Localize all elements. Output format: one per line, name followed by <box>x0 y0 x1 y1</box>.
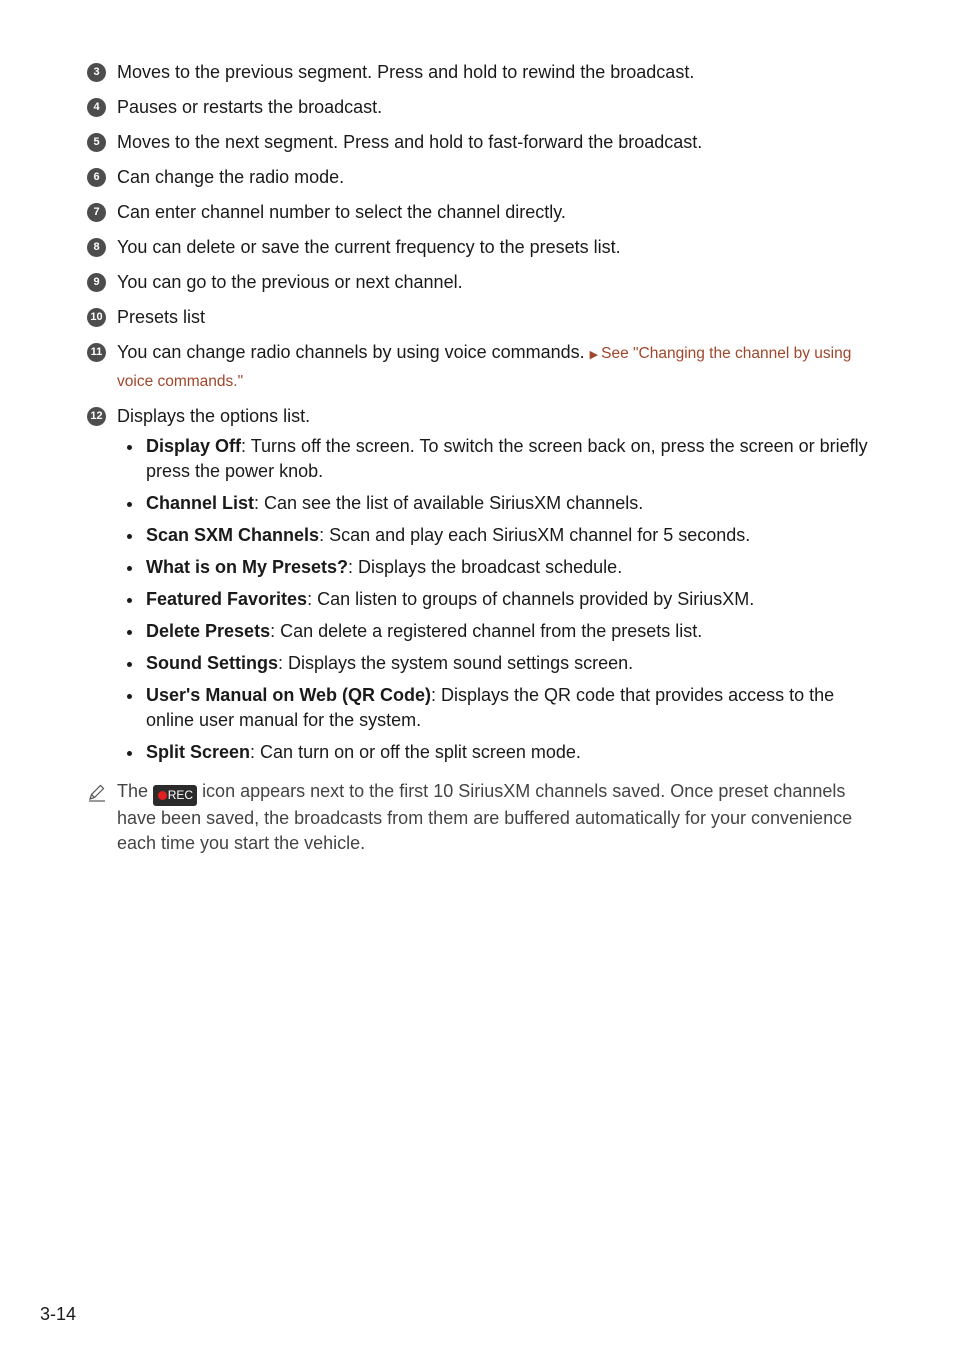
option-term: Display Off <box>146 436 242 456</box>
list-item <box>87 340 887 394</box>
number-badge: 4 <box>87 98 106 117</box>
note-text-after: icon appears next to the first 10 SiriusXM channels saved. Once preset channels have been saved, the broadcasts from them are buffered automatically for your convenience each time you start the vehicle. <box>117 781 853 853</box>
number-badge: 6 <box>87 168 106 187</box>
option-term: What is on My Presets? <box>146 557 349 577</box>
triangle-right-icon: ▶ <box>589 349 599 361</box>
rec-icon <box>153 785 197 806</box>
option-desc: : Turns off the screen. To switch the screen back on, press the screen or briefly press the power knob. <box>146 436 868 481</box>
option-item <box>117 434 887 484</box>
item-text: Pauses or restarts the broadcast. <box>117 97 383 117</box>
option-desc: : Can delete a registered channel from the presets list. <box>270 621 703 641</box>
number-badge: 3 <box>87 63 106 82</box>
item-text: Moves to the previous segment. Press and hold to rewind the broadcast. <box>117 62 695 82</box>
number-badge: 5 <box>87 133 106 152</box>
number-badge: 8 <box>87 238 106 257</box>
item-text: Displays the options list. <box>117 406 311 426</box>
number-badge: 12 <box>87 407 106 426</box>
option-desc: : Can see the list of available SiriusXM channels. <box>254 493 644 513</box>
option-desc: : Scan and play each SiriusXM channel for 5 seconds. <box>319 525 751 545</box>
list-item <box>87 235 887 260</box>
item-text: Presets list <box>117 307 206 327</box>
list-item <box>87 95 887 120</box>
option-desc: : Displays the broadcast schedule. <box>348 557 623 577</box>
option-term: Delete Presets <box>146 621 271 641</box>
option-term: User's Manual on Web (QR Code) <box>146 685 431 705</box>
option-desc: : Can turn on or off the split screen mode. <box>250 742 581 762</box>
option-item <box>117 619 887 644</box>
list-item <box>87 200 887 225</box>
option-term: Scan SXM Channels <box>146 525 320 545</box>
number-badge: 9 <box>87 273 106 292</box>
option-term: Split Screen <box>146 742 251 762</box>
list-item <box>87 305 887 330</box>
list-item <box>87 270 887 295</box>
item-text: Can change the radio mode. <box>117 167 345 187</box>
list-item <box>87 165 887 190</box>
item-text: You can change radio channels by using voice commands. <box>117 342 585 362</box>
record-dot-icon <box>158 791 167 800</box>
option-item <box>117 555 887 580</box>
option-item <box>117 740 887 765</box>
item-text: Moves to the next segment. Press and hold to fast-forward the broadcast. <box>117 132 703 152</box>
list-item <box>87 60 887 85</box>
cross-reference-text: See "Changing the channel by using voice commands." <box>117 345 852 390</box>
number-badge: 10 <box>87 308 106 327</box>
option-term: Channel List <box>146 493 255 513</box>
option-item <box>117 651 887 676</box>
option-item <box>117 683 887 733</box>
option-term: Sound Settings <box>146 653 278 673</box>
pencil-icon <box>87 782 107 802</box>
note <box>87 779 887 856</box>
number-badge: 7 <box>87 203 106 222</box>
option-item <box>117 587 887 612</box>
option-term: Featured Favorites <box>146 589 308 609</box>
options-list <box>117 434 887 765</box>
rec-label: REC <box>167 788 194 802</box>
page-number: 3-14 <box>40 1304 77 1324</box>
option-item <box>117 491 887 516</box>
item-text: You can delete or save the current frequency to the presets list. <box>117 237 621 257</box>
item-text: You can go to the previous or next channel. <box>117 272 463 292</box>
manual-content <box>87 60 887 856</box>
list-item <box>87 130 887 155</box>
option-desc: : Displays the QR code that provides access to the online user manual for the system. <box>146 685 835 730</box>
number-badge: 11 <box>87 343 106 362</box>
option-desc: : Displays the system sound settings screen. <box>278 653 634 673</box>
item-text: Can enter channel number to select the channel directly. <box>117 202 566 222</box>
option-item <box>117 523 887 548</box>
option-desc: : Can listen to groups of channels provided by SiriusXM. <box>307 589 755 609</box>
list-item <box>87 404 887 765</box>
note-text-before: The <box>117 781 149 801</box>
